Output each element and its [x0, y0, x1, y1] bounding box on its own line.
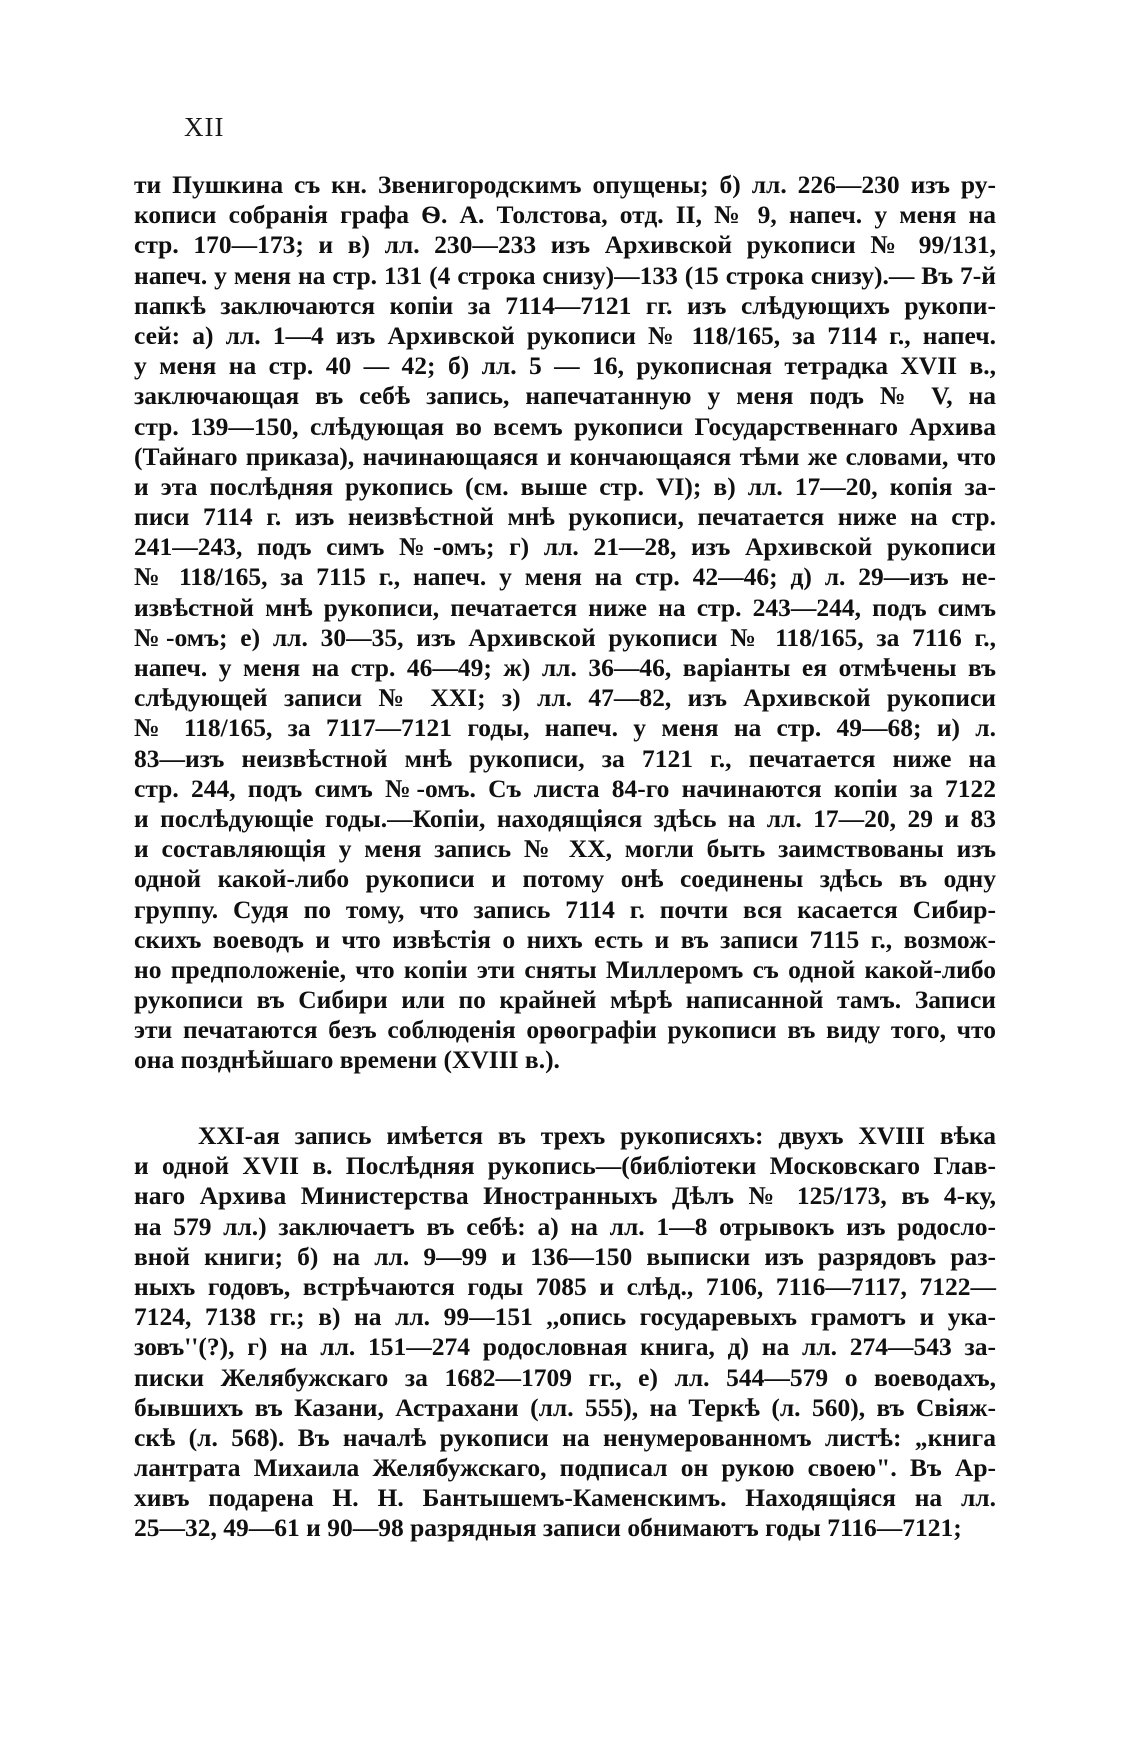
text-line: на 579 лл.) заключаетъ въ себѣ: а) на лл. 1—8 отрывокъ изъ родосло-	[134, 1211, 996, 1241]
text-line: кописи собранія графа Ѳ. А. Толстова, отд. II, № 9, напеч. у меня на	[134, 200, 996, 230]
text-line: №-омъ; е) лл. 30—35, изъ Архивской рукописи № 118/165, за 7116 г.,	[134, 622, 996, 652]
text-line: и эта послѣдняя рукопись (см. выше стр. VI); в) лл. 17—20, копія за-	[134, 471, 996, 501]
text-line: писки Желябужскаго за 1682—1709 гг., е) лл. 544—579 о воеводахъ,	[134, 1362, 996, 1392]
text-line: ныхъ годовъ, встрѣчаются годы 7085 и слѣд., 7106, 7116—7117, 7122—	[134, 1271, 996, 1301]
text-line: скѣ (л. 568). Въ началѣ рукописи на ненумерованномъ листѣ: „книга	[134, 1422, 996, 1452]
text-line: и составляющія у меня запись № XX, могли быть заимствованы изъ	[134, 834, 996, 864]
text-line: и послѣдующіе годы.—Копіи, находящіяся здѣсь на лл. 17—20, 29 и 83	[134, 803, 996, 833]
text-line: у меня на стр. 40 — 42; б) лл. 5 — 16, рукописная тетрадка XVII в.,	[134, 351, 996, 381]
text-line: № 118/165, за 7115 г., напеч. у меня на стр. 42—46; д) л. 29—изъ не-	[134, 562, 996, 592]
text-line: и одной XVII в. Послѣдняя рукопись—(библіотеки Московскаго Глав-	[134, 1151, 996, 1181]
text-line: папкѣ заключаются копіи за 7114—7121 гг. изъ слѣдующихъ рукопи-	[134, 290, 996, 320]
text-line: 25—32, 49—61 и 90—98 разрядныя записи обнимаютъ годы 7116—7121;	[134, 1513, 962, 1543]
text-line: скихъ воеводъ и что извѣстія о нихъ есть и въ записи 7115 г., возмож-	[134, 924, 996, 954]
text-line: писи 7114 г. изъ неизвѣстной мнѣ рукописи, печатается ниже на стр.	[134, 502, 996, 532]
text-line: наго Архива Министерства Иностранныхъ Дѣлъ № 125/173, въ 4-ку,	[134, 1181, 996, 1211]
paragraph-2	[134, 1121, 996, 1544]
text-line: хивъ подарена Н. Н. Бантышемъ-Каменскимъ. Находящіяся на лл.	[134, 1483, 996, 1513]
text-line: ти Пушкина съ кн. Звенигородскимъ опущены; б) лл. 226—230 изъ ру-	[134, 170, 996, 199]
text-line: эти печатаются безъ соблюденія орѳографіи рукописи въ виду того, что	[134, 1015, 996, 1045]
text-line: группу. Судя по тому, что запись 7114 г. почти вся касается Сибир-	[134, 894, 996, 924]
text-line: стр. 244, подъ симъ №-омъ. Съ листа 84-го начинаются копіи за 7122	[134, 773, 996, 803]
text-line: XXI-ая запись имѣется въ трехъ рукописяхъ: двухъ XVIII вѣка	[198, 1121, 996, 1150]
text-line: слѣдующей записи № XXI; з) лл. 47—82, изъ Архивской рукописи	[134, 683, 996, 713]
text-line: заключающая въ себѣ запись, напечатанную у меня подъ № V, на	[134, 381, 996, 411]
text-line: сей: а) лл. 1—4 изъ Архивской рукописи № 118/165, за 7114 г., напеч.	[134, 320, 996, 350]
text-line: 83—изъ неизвѣстной мнѣ рукописи, за 7121 г., печатается ниже на	[134, 743, 996, 773]
text-line: она позднѣйшаго времени (XVIII в.).	[134, 1045, 560, 1075]
page-number: XII	[184, 112, 225, 142]
text-line: № 118/165, за 7117—7121 годы, напеч. у меня на стр. 49—68; и) л.	[134, 713, 996, 743]
text-line: вной книги; б) на лл. 9—99 и 136—150 выписки изъ разрядовъ раз-	[134, 1241, 996, 1271]
text-line: бывшихъ въ Казани, Астрахани (лл. 555), на Теркѣ (л. 560), въ Свіяж-	[134, 1392, 996, 1422]
text-line: (Тайнаго приказа), начинающаяся и кончающаяся тѣми же словами, что	[134, 441, 996, 471]
text-line: 7124, 7138 гг.; в) на лл. 99—151 ,,опись государевыхъ грамотъ и ука-	[134, 1302, 996, 1332]
text-line: напеч. у меня на стр. 46—49; ж) лл. 36—46, варіанты ея отмѣчены въ	[134, 653, 996, 682]
text-line: извѣстной мнѣ рукописи, печатается ниже на стр. 243—244, подъ симъ	[134, 592, 996, 622]
text-line: зовъ''(?), г) на лл. 151—274 родословная книга, д) на лл. 274—543 за-	[134, 1332, 996, 1362]
text-line: но предположеніе, что копіи эти сняты Миллеромъ съ одной какой-либо	[134, 954, 996, 984]
text-line: стр. 139—150, слѣдующая во всемъ рукописи Государственнаго Архива	[134, 411, 996, 441]
text-line: стр. 170—173; и в) лл. 230—233 изъ Архивской рукописи № 99/131,	[134, 230, 996, 260]
text-line: одной какой-либо рукописи и потому онѣ соединены здѣсь въ одну	[134, 864, 996, 894]
text-line: лантрата Михаила Желябужскаго, подписал он рукою своею". Въ Ар-	[134, 1453, 996, 1483]
text-line: рукописи въ Сибири или по крайней мѣрѣ написанной тамъ. Записи	[134, 985, 996, 1015]
text-line: 241—243, подъ симъ №-омъ; г) лл. 21—28, изъ Архивской рукописи	[134, 532, 996, 562]
text-line: напеч. у меня на стр. 131 (4 строка снизу)—133 (15 строка снизу).— Въ 7-й	[134, 260, 996, 290]
paragraph-1	[134, 170, 996, 1076]
